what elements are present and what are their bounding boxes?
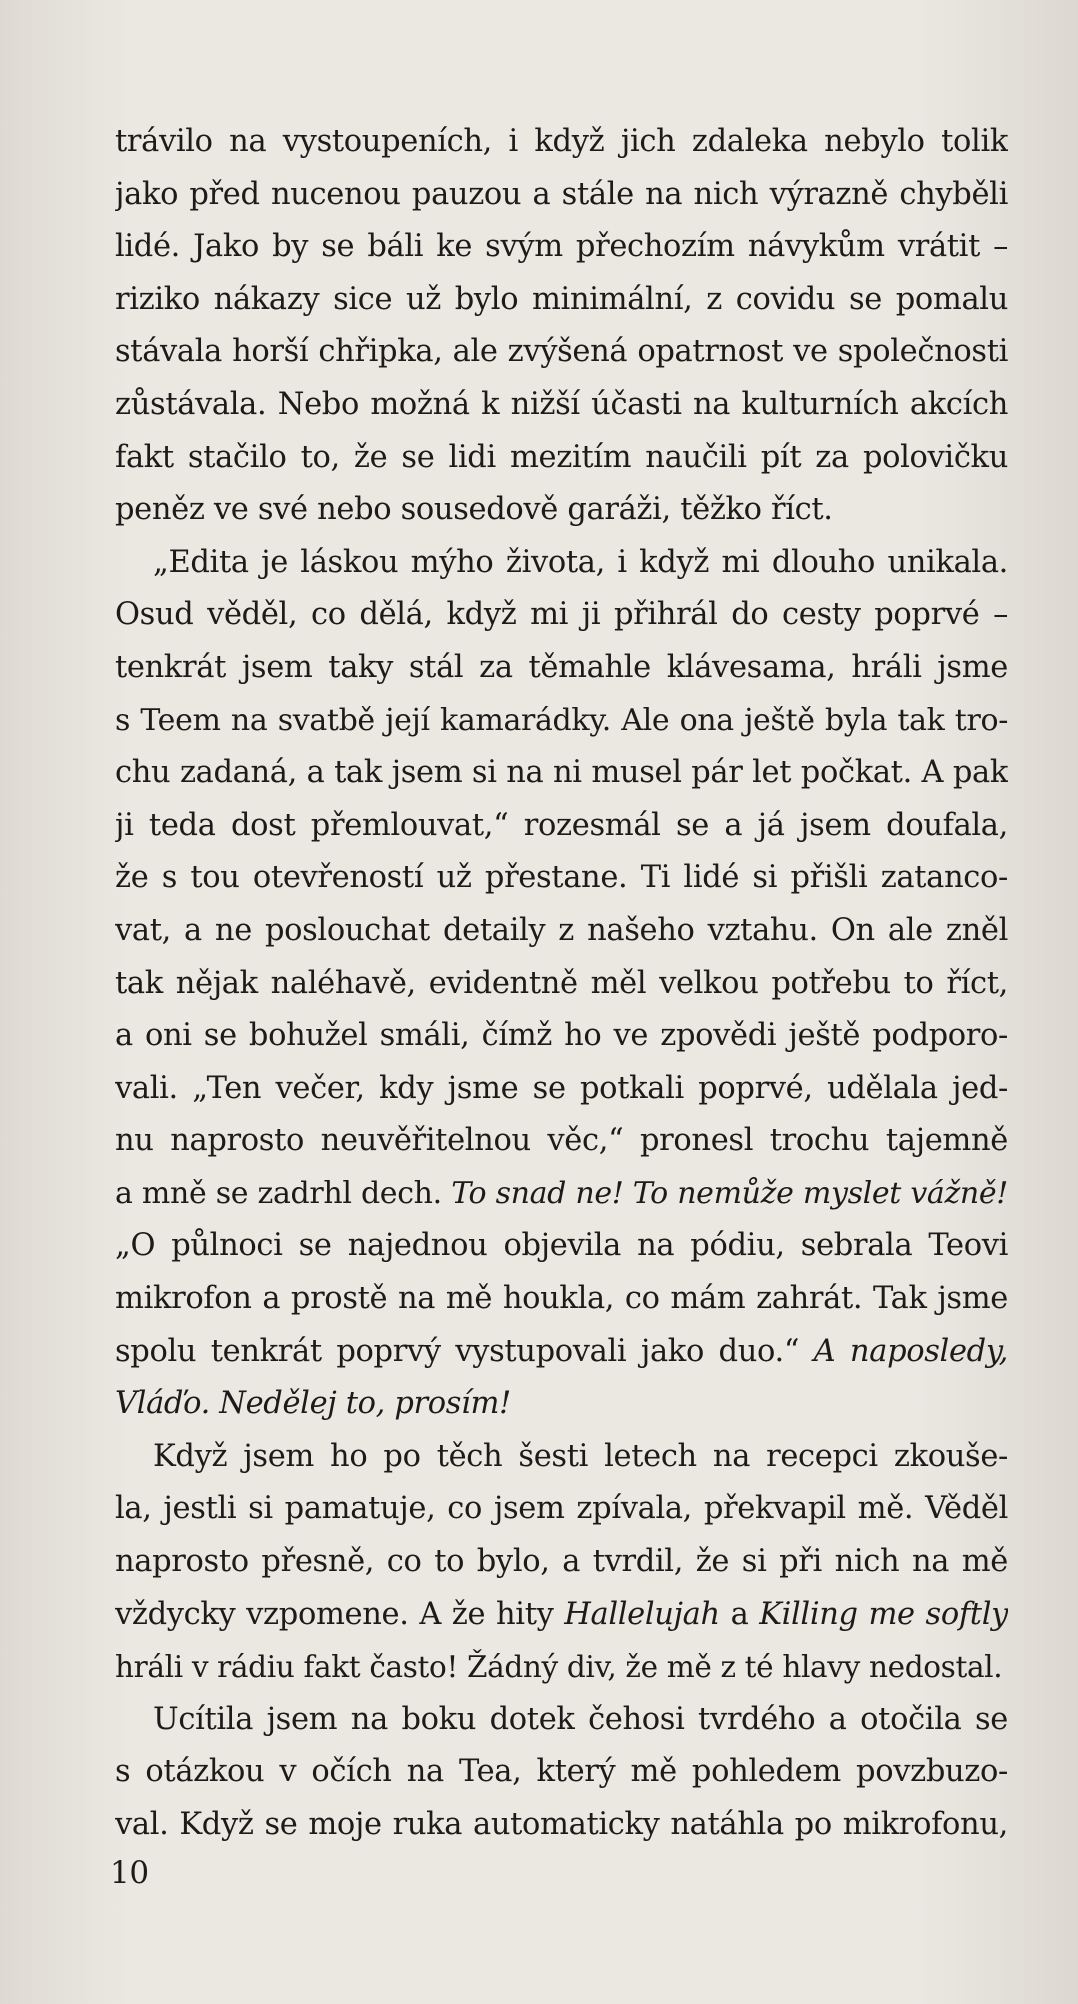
text-line: [115, 1115, 1008, 1168]
text-line: [115, 1799, 1008, 1852]
text-line: [115, 1063, 1008, 1116]
text-run: mikrofon a prostě na mě houkla, co mám zahrát. Tak jsme: [115, 1281, 1008, 1317]
text-line: [115, 589, 1008, 642]
text-line: [115, 695, 1008, 748]
text-line: [115, 852, 1008, 905]
text-line: [115, 1641, 1008, 1694]
text-run: val. Když se moje ruka automaticky natáhla po mikrofonu,: [115, 1807, 1008, 1842]
text-run: Osud věděl, co dělá, když mi ji přihrál do cesty poprvé –: [115, 597, 1008, 633]
text-line: [115, 432, 1008, 485]
text-line: [115, 800, 1008, 853]
text-run: vat, a ne poslouchat detaily z našeho vztahu. On ale zněl: [115, 912, 1008, 948]
text-run: Když jsem ho po těch šesti letech na recepci zkouše-: [153, 1438, 1008, 1474]
text-run: fakt stačilo to, že se lidi mezitím naučili pít za polovičku: [115, 439, 1008, 475]
text-run: nu naprosto neuvěřitelnou věc,“ pronesl trochu tajemně: [115, 1123, 1008, 1159]
italic-text: Vláďo. Nedělej to, prosím!: [115, 1386, 511, 1422]
text-run: ji teda dost přemlouvat,“ rozesmál se a já jsem doufala,: [115, 807, 1008, 843]
text-run: jako před nucenou pauzou a stále na nich výrazně chyběli: [115, 176, 1008, 212]
text-run: Ucítila jsem na boku dotek čehosi tvrdého a otočila se: [153, 1701, 1008, 1737]
text-line: [115, 905, 1008, 958]
text-line: [115, 1326, 1008, 1379]
text-line: [115, 169, 1008, 222]
text-line: [115, 274, 1008, 327]
text-run: tenkrát jsem taky stál za těmahle klávesama, hráli jsme: [115, 649, 1008, 685]
text-run: la, jestli si pamatuje, co jsem zpívala, překvapil mě. Věděl: [115, 1491, 1008, 1527]
text-run: vali. „Ten večer, kdy jsme se potkali poprvé, udělala jed-: [115, 1070, 1008, 1106]
text-run: stávala horší chřipka, ale zvýšená opatrnost ve společnosti: [115, 334, 1008, 370]
body-text: [115, 116, 1008, 1852]
text-run: s otázkou v očích na Tea, který mě pohledem povzbuzo-: [115, 1754, 1008, 1790]
text-run: trávilo na vystoupeních, i když jich zdaleka nebylo tolik: [115, 124, 1008, 159]
text-line: [115, 1273, 1008, 1326]
text-run: chu zadaná, a tak jsem si na ni musel pár let počkat. A pak: [115, 755, 1008, 791]
text-line: [115, 1536, 1008, 1589]
text-line: [115, 484, 1008, 537]
text-line: [115, 1746, 1008, 1799]
text-run: vždycky vzpomene. A že hity: [115, 1596, 565, 1632]
italic-text: A naposledy,: [813, 1333, 1008, 1369]
text-line: [115, 537, 1008, 590]
text-run: peněz ve své nebo sousedově garáži, těžko říct.: [115, 492, 833, 528]
text-line: [115, 747, 1008, 800]
text-line: [115, 379, 1008, 432]
text-run: a: [719, 1596, 760, 1632]
text-run: tak nějak naléhavě, evidentně měl velkou potřebu to říct,: [115, 965, 1008, 1001]
text-run: s Teem na svatbě její kamarádky. Ale ona ještě byla tak tro-: [115, 702, 1008, 738]
italic-text: Killing me softly: [759, 1596, 1008, 1632]
text-line: [115, 1431, 1008, 1484]
italic-text: To snad ne! To nemůže myslet vážně!: [451, 1175, 1008, 1211]
text-run: „O půlnoci se najednou objevila na pódiu, sebrala Teovi: [115, 1228, 1008, 1264]
text-line: [115, 1589, 1008, 1642]
text-line: [115, 1168, 1008, 1221]
text-line: [115, 221, 1008, 274]
text-line: [115, 1694, 1008, 1747]
text-run: spolu tenkrát poprvý vystupovali jako duo.“: [115, 1333, 814, 1369]
text-line: [115, 1010, 1008, 1063]
text-run: naprosto přesně, co to bylo, a tvrdil, že si při nich na mě: [115, 1544, 1008, 1580]
text-line: [115, 1378, 1008, 1431]
text-line: [115, 1220, 1008, 1273]
text-run: riziko nákazy sice už bylo minimální, z covidu se pomalu: [115, 281, 1008, 317]
text-run: „Edita je láskou mýho života, i když mi dlouho unikala.: [153, 544, 1008, 580]
text-line: [115, 326, 1008, 379]
page-number: 10: [110, 1855, 149, 1891]
text-run: a mně se zadrhl dech.: [115, 1175, 452, 1211]
text-run: zůstávala. Nebo možná k nižší účasti na kulturních akcích: [115, 386, 1008, 422]
text-line: [115, 116, 1008, 169]
text-run: hráli v rádiu fakt často! Žádný div, že mě z té hlavy nedostal.: [115, 1650, 1003, 1685]
text-run: že s tou otevřeností už přestane. Ti lidé si přišli zatanco-: [115, 860, 1008, 896]
text-line: [115, 642, 1008, 695]
text-run: lidé. Jako by se báli ke svým přechozím návykům vrátit –: [115, 229, 1008, 265]
italic-text: Hallelujah: [564, 1596, 720, 1632]
text-run: a oni se bohužel smáli, čímž ho ve zpovědi ještě podporo-: [115, 1018, 1008, 1054]
text-line: [115, 1483, 1008, 1536]
text-line: [115, 958, 1008, 1011]
